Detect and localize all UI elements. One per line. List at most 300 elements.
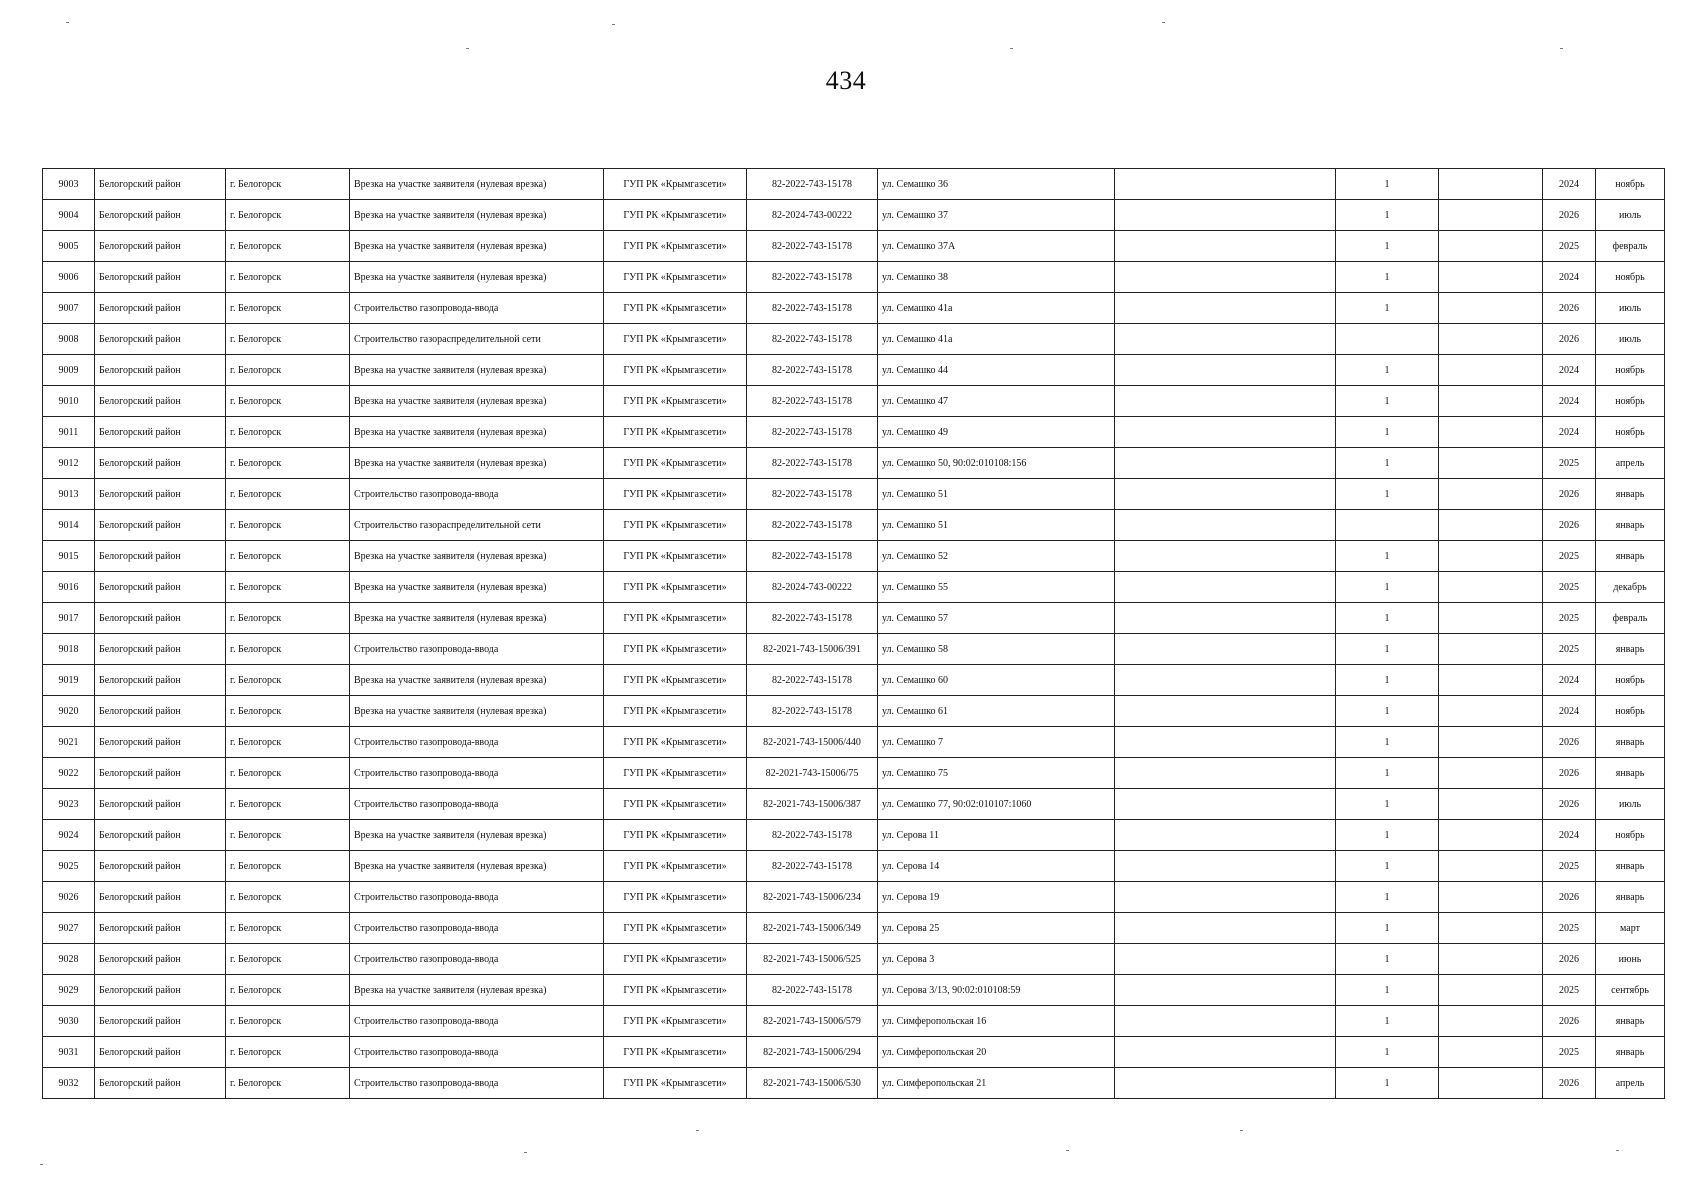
cell-month: ноябрь bbox=[1596, 665, 1665, 696]
scan-dot bbox=[1066, 1150, 1069, 1151]
cell-district: Белогорский район bbox=[95, 696, 226, 727]
cell-district: Белогорский район bbox=[95, 169, 226, 200]
cell-number: 9007 bbox=[43, 293, 95, 324]
cell-empty bbox=[1439, 882, 1543, 913]
cell-empty bbox=[1115, 944, 1336, 975]
cell-organization: ГУП РК «Крымгазсети» bbox=[604, 1068, 747, 1099]
cell-district: Белогорский район bbox=[95, 510, 226, 541]
cell-year: 2024 bbox=[1543, 262, 1596, 293]
cell-empty bbox=[1115, 231, 1336, 262]
cell-empty bbox=[1115, 975, 1336, 1006]
cell-month: апрель bbox=[1596, 448, 1665, 479]
cell-month: январь bbox=[1596, 634, 1665, 665]
cell-work-type: Строительство газопровода-ввода bbox=[350, 789, 604, 820]
table-row bbox=[43, 1006, 1665, 1037]
scan-dot bbox=[1010, 48, 1013, 49]
cell-year: 2025 bbox=[1543, 851, 1596, 882]
cell-year: 2025 bbox=[1543, 572, 1596, 603]
cell-empty bbox=[1115, 1068, 1336, 1099]
cell-quantity: 1 bbox=[1336, 355, 1439, 386]
cell-city: г. Белогорск bbox=[226, 882, 350, 913]
cell-address: ул. Семашко 47 bbox=[878, 386, 1115, 417]
cell-organization: ГУП РК «Крымгазсети» bbox=[604, 169, 747, 200]
cell-organization: ГУП РК «Крымгазсети» bbox=[604, 479, 747, 510]
cell-code: 82-2022-743-15178 bbox=[747, 262, 878, 293]
cell-address: ул. Симферопольская 20 bbox=[878, 1037, 1115, 1068]
cell-district: Белогорский район bbox=[95, 386, 226, 417]
cell-year: 2026 bbox=[1543, 944, 1596, 975]
cell-organization: ГУП РК «Крымгазсети» bbox=[604, 913, 747, 944]
cell-month: декабрь bbox=[1596, 572, 1665, 603]
cell-empty bbox=[1439, 913, 1543, 944]
cell-number: 9014 bbox=[43, 510, 95, 541]
cell-city: г. Белогорск bbox=[226, 479, 350, 510]
cell-work-type: Врезка на участке заявителя (нулевая врезка) bbox=[350, 696, 604, 727]
cell-district: Белогорский район bbox=[95, 851, 226, 882]
cell-year: 2025 bbox=[1543, 541, 1596, 572]
cell-address: ул. Серова 11 bbox=[878, 820, 1115, 851]
cell-district: Белогорский район bbox=[95, 634, 226, 665]
cell-empty bbox=[1115, 913, 1336, 944]
cell-address: ул. Семашко 36 bbox=[878, 169, 1115, 200]
cell-empty bbox=[1115, 417, 1336, 448]
cell-district: Белогорский район bbox=[95, 448, 226, 479]
cell-city: г. Белогорск bbox=[226, 510, 350, 541]
cell-number: 9020 bbox=[43, 696, 95, 727]
cell-month: январь bbox=[1596, 479, 1665, 510]
cell-address: ул. Семашко 52 bbox=[878, 541, 1115, 572]
cell-organization: ГУП РК «Крымгазсети» bbox=[604, 1006, 747, 1037]
table-row bbox=[43, 944, 1665, 975]
cell-month: ноябрь bbox=[1596, 355, 1665, 386]
cell-empty bbox=[1439, 1068, 1543, 1099]
cell-address: ул. Семашко 58 bbox=[878, 634, 1115, 665]
cell-address: ул. Симферопольская 16 bbox=[878, 1006, 1115, 1037]
cell-empty bbox=[1439, 386, 1543, 417]
cell-city: г. Белогорск bbox=[226, 603, 350, 634]
cell-quantity bbox=[1336, 324, 1439, 355]
cell-year: 2025 bbox=[1543, 634, 1596, 665]
cell-work-type: Строительство газопровода-ввода bbox=[350, 479, 604, 510]
cell-work-type: Строительство газопровода-ввода bbox=[350, 758, 604, 789]
cell-organization: ГУП РК «Крымгазсети» bbox=[604, 851, 747, 882]
cell-organization: ГУП РК «Крымгазсети» bbox=[604, 975, 747, 1006]
cell-month: июль bbox=[1596, 324, 1665, 355]
table-row bbox=[43, 510, 1665, 541]
cell-work-type: Врезка на участке заявителя (нулевая врезка) bbox=[350, 262, 604, 293]
cell-quantity: 1 bbox=[1336, 851, 1439, 882]
cell-work-type: Врезка на участке заявителя (нулевая врезка) bbox=[350, 851, 604, 882]
cell-district: Белогорский район bbox=[95, 882, 226, 913]
cell-empty bbox=[1115, 1037, 1336, 1068]
cell-number: 9004 bbox=[43, 200, 95, 231]
cell-address: ул. Семашко 41а bbox=[878, 293, 1115, 324]
cell-district: Белогорский район bbox=[95, 293, 226, 324]
registry-body bbox=[43, 169, 1665, 1099]
cell-number: 9012 bbox=[43, 448, 95, 479]
cell-work-type: Строительство газопровода-ввода bbox=[350, 1068, 604, 1099]
cell-district: Белогорский район bbox=[95, 200, 226, 231]
cell-organization: ГУП РК «Крымгазсети» bbox=[604, 200, 747, 231]
table-row bbox=[43, 541, 1665, 572]
cell-code: 82-2024-743-00222 bbox=[747, 572, 878, 603]
cell-work-type: Врезка на участке заявителя (нулевая врезка) bbox=[350, 417, 604, 448]
cell-city: г. Белогорск bbox=[226, 541, 350, 572]
cell-city: г. Белогорск bbox=[226, 386, 350, 417]
cell-year: 2024 bbox=[1543, 665, 1596, 696]
cell-address: ул. Серова 25 bbox=[878, 913, 1115, 944]
cell-quantity: 1 bbox=[1336, 727, 1439, 758]
cell-organization: ГУП РК «Крымгазсети» bbox=[604, 758, 747, 789]
cell-year: 2024 bbox=[1543, 417, 1596, 448]
cell-empty bbox=[1439, 541, 1543, 572]
cell-organization: ГУП РК «Крымгазсети» bbox=[604, 510, 747, 541]
cell-organization: ГУП РК «Крымгазсети» bbox=[604, 262, 747, 293]
scan-dot bbox=[524, 1152, 527, 1153]
cell-quantity: 1 bbox=[1336, 975, 1439, 1006]
cell-number: 9017 bbox=[43, 603, 95, 634]
cell-empty bbox=[1439, 975, 1543, 1006]
cell-code: 82-2022-743-15178 bbox=[747, 479, 878, 510]
table-row bbox=[43, 169, 1665, 200]
cell-month: январь bbox=[1596, 851, 1665, 882]
cell-month: март bbox=[1596, 913, 1665, 944]
cell-organization: ГУП РК «Крымгазсети» bbox=[604, 386, 747, 417]
cell-district: Белогорский район bbox=[95, 262, 226, 293]
cell-organization: ГУП РК «Крымгазсети» bbox=[604, 665, 747, 696]
cell-code: 82-2022-743-15178 bbox=[747, 355, 878, 386]
cell-quantity bbox=[1336, 510, 1439, 541]
cell-organization: ГУП РК «Крымгазсети» bbox=[604, 634, 747, 665]
cell-code: 82-2022-743-15178 bbox=[747, 603, 878, 634]
table-row bbox=[43, 758, 1665, 789]
cell-empty bbox=[1115, 572, 1336, 603]
cell-empty bbox=[1115, 634, 1336, 665]
table-row bbox=[43, 417, 1665, 448]
cell-month: февраль bbox=[1596, 603, 1665, 634]
cell-number: 9008 bbox=[43, 324, 95, 355]
cell-address: ул. Семашко 41а bbox=[878, 324, 1115, 355]
scan-dot bbox=[612, 24, 615, 25]
cell-code: 82-2024-743-00222 bbox=[747, 200, 878, 231]
cell-organization: ГУП РК «Крымгазсети» bbox=[604, 882, 747, 913]
cell-address: ул. Семашко 44 bbox=[878, 355, 1115, 386]
cell-month: июль bbox=[1596, 293, 1665, 324]
cell-quantity: 1 bbox=[1336, 293, 1439, 324]
cell-year: 2024 bbox=[1543, 696, 1596, 727]
cell-district: Белогорский район bbox=[95, 758, 226, 789]
cell-year: 2026 bbox=[1543, 324, 1596, 355]
cell-city: г. Белогорск bbox=[226, 975, 350, 1006]
table-row bbox=[43, 851, 1665, 882]
cell-quantity: 1 bbox=[1336, 262, 1439, 293]
cell-district: Белогорский район bbox=[95, 1037, 226, 1068]
cell-number: 9005 bbox=[43, 231, 95, 262]
cell-year: 2026 bbox=[1543, 1068, 1596, 1099]
cell-year: 2024 bbox=[1543, 386, 1596, 417]
cell-code: 82-2021-743-15006/579 bbox=[747, 1006, 878, 1037]
table-row bbox=[43, 603, 1665, 634]
cell-empty bbox=[1115, 510, 1336, 541]
table-row bbox=[43, 882, 1665, 913]
cell-address: ул. Семашко 50, 90:02:010108:156 bbox=[878, 448, 1115, 479]
cell-work-type: Врезка на участке заявителя (нулевая врезка) bbox=[350, 200, 604, 231]
cell-code: 82-2022-743-15178 bbox=[747, 324, 878, 355]
cell-organization: ГУП РК «Крымгазсети» bbox=[604, 820, 747, 851]
cell-city: г. Белогорск bbox=[226, 448, 350, 479]
cell-city: г. Белогорск bbox=[226, 1006, 350, 1037]
cell-work-type: Строительство газораспределительной сети bbox=[350, 510, 604, 541]
cell-organization: ГУП РК «Крымгазсети» bbox=[604, 944, 747, 975]
cell-year: 2025 bbox=[1543, 1037, 1596, 1068]
cell-quantity: 1 bbox=[1336, 944, 1439, 975]
cell-city: г. Белогорск bbox=[226, 231, 350, 262]
cell-year: 2024 bbox=[1543, 169, 1596, 200]
cell-month: июнь bbox=[1596, 944, 1665, 975]
cell-code: 82-2021-743-15006/391 bbox=[747, 634, 878, 665]
cell-month: январь bbox=[1596, 1037, 1665, 1068]
cell-year: 2025 bbox=[1543, 231, 1596, 262]
cell-city: г. Белогорск bbox=[226, 1037, 350, 1068]
cell-work-type: Врезка на участке заявителя (нулевая врезка) bbox=[350, 603, 604, 634]
cell-empty bbox=[1439, 479, 1543, 510]
cell-quantity: 1 bbox=[1336, 448, 1439, 479]
table-row bbox=[43, 727, 1665, 758]
cell-month: январь bbox=[1596, 541, 1665, 572]
cell-city: г. Белогорск bbox=[226, 200, 350, 231]
cell-quantity: 1 bbox=[1336, 169, 1439, 200]
cell-empty bbox=[1115, 882, 1336, 913]
cell-quantity: 1 bbox=[1336, 572, 1439, 603]
cell-address: ул. Семашко 51 bbox=[878, 479, 1115, 510]
cell-district: Белогорский район bbox=[95, 355, 226, 386]
table-row bbox=[43, 1037, 1665, 1068]
cell-year: 2025 bbox=[1543, 603, 1596, 634]
cell-empty bbox=[1439, 789, 1543, 820]
table-row bbox=[43, 448, 1665, 479]
cell-empty bbox=[1439, 665, 1543, 696]
cell-organization: ГУП РК «Крымгазсети» bbox=[604, 696, 747, 727]
cell-empty bbox=[1115, 479, 1336, 510]
cell-address: ул. Семашко 38 bbox=[878, 262, 1115, 293]
cell-quantity: 1 bbox=[1336, 541, 1439, 572]
cell-district: Белогорский район bbox=[95, 789, 226, 820]
cell-number: 9009 bbox=[43, 355, 95, 386]
cell-address: ул. Симферопольская 21 bbox=[878, 1068, 1115, 1099]
cell-empty bbox=[1439, 820, 1543, 851]
cell-work-type: Врезка на участке заявителя (нулевая врезка) bbox=[350, 386, 604, 417]
cell-work-type: Врезка на участке заявителя (нулевая врезка) bbox=[350, 169, 604, 200]
cell-code: 82-2022-743-15178 bbox=[747, 448, 878, 479]
cell-code: 82-2021-743-15006/294 bbox=[747, 1037, 878, 1068]
cell-year: 2026 bbox=[1543, 882, 1596, 913]
cell-quantity: 1 bbox=[1336, 882, 1439, 913]
cell-empty bbox=[1115, 665, 1336, 696]
cell-district: Белогорский район bbox=[95, 1006, 226, 1037]
cell-district: Белогорский район bbox=[95, 417, 226, 448]
cell-year: 2026 bbox=[1543, 758, 1596, 789]
cell-organization: ГУП РК «Крымгазсети» bbox=[604, 324, 747, 355]
cell-empty bbox=[1115, 200, 1336, 231]
cell-city: г. Белогорск bbox=[226, 944, 350, 975]
cell-month: июль bbox=[1596, 200, 1665, 231]
cell-number: 9003 bbox=[43, 169, 95, 200]
cell-city: г. Белогорск bbox=[226, 355, 350, 386]
cell-district: Белогорский район bbox=[95, 944, 226, 975]
cell-month: февраль bbox=[1596, 231, 1665, 262]
cell-empty bbox=[1115, 789, 1336, 820]
scan-dot bbox=[1616, 1150, 1619, 1151]
table-row bbox=[43, 789, 1665, 820]
cell-city: г. Белогорск bbox=[226, 417, 350, 448]
cell-work-type: Строительство газопровода-ввода bbox=[350, 882, 604, 913]
cell-empty bbox=[1439, 169, 1543, 200]
cell-quantity: 1 bbox=[1336, 1037, 1439, 1068]
cell-district: Белогорский район bbox=[95, 975, 226, 1006]
cell-quantity: 1 bbox=[1336, 758, 1439, 789]
cell-work-type: Строительство газопровода-ввода bbox=[350, 944, 604, 975]
cell-year: 2026 bbox=[1543, 479, 1596, 510]
cell-address: ул. Семашко 61 bbox=[878, 696, 1115, 727]
cell-empty bbox=[1115, 820, 1336, 851]
cell-quantity: 1 bbox=[1336, 1068, 1439, 1099]
cell-empty bbox=[1115, 448, 1336, 479]
cell-quantity: 1 bbox=[1336, 386, 1439, 417]
cell-code: 82-2021-743-15006/525 bbox=[747, 944, 878, 975]
cell-code: 82-2021-743-15006/75 bbox=[747, 758, 878, 789]
cell-number: 9018 bbox=[43, 634, 95, 665]
table-row bbox=[43, 820, 1665, 851]
cell-city: г. Белогорск bbox=[226, 262, 350, 293]
cell-year: 2025 bbox=[1543, 975, 1596, 1006]
page-number: 434 bbox=[825, 66, 867, 95]
table-row bbox=[43, 696, 1665, 727]
cell-code: 82-2022-743-15178 bbox=[747, 417, 878, 448]
cell-city: г. Белогорск bbox=[226, 789, 350, 820]
cell-quantity: 1 bbox=[1336, 231, 1439, 262]
cell-city: г. Белогорск bbox=[226, 572, 350, 603]
cell-city: г. Белогорск bbox=[226, 169, 350, 200]
cell-code: 82-2022-743-15178 bbox=[747, 975, 878, 1006]
cell-address: ул. Семашко 55 bbox=[878, 572, 1115, 603]
cell-address: ул. Семашко 49 bbox=[878, 417, 1115, 448]
cell-district: Белогорский район bbox=[95, 727, 226, 758]
cell-city: г. Белогорск bbox=[226, 634, 350, 665]
cell-empty bbox=[1439, 603, 1543, 634]
table-row bbox=[43, 572, 1665, 603]
cell-number: 9019 bbox=[43, 665, 95, 696]
cell-empty bbox=[1115, 696, 1336, 727]
cell-number: 9022 bbox=[43, 758, 95, 789]
cell-month: январь bbox=[1596, 758, 1665, 789]
cell-quantity: 1 bbox=[1336, 665, 1439, 696]
cell-month: сентябрь bbox=[1596, 975, 1665, 1006]
cell-year: 2026 bbox=[1543, 1006, 1596, 1037]
cell-city: г. Белогорск bbox=[226, 324, 350, 355]
cell-quantity: 1 bbox=[1336, 200, 1439, 231]
cell-quantity: 1 bbox=[1336, 789, 1439, 820]
cell-empty bbox=[1439, 727, 1543, 758]
table-row bbox=[43, 355, 1665, 386]
cell-year: 2025 bbox=[1543, 913, 1596, 944]
cell-organization: ГУП РК «Крымгазсети» bbox=[604, 417, 747, 448]
cell-district: Белогорский район bbox=[95, 820, 226, 851]
cell-work-type: Врезка на участке заявителя (нулевая врезка) bbox=[350, 820, 604, 851]
cell-city: г. Белогорск bbox=[226, 727, 350, 758]
table-row bbox=[43, 293, 1665, 324]
cell-empty bbox=[1439, 262, 1543, 293]
cell-empty bbox=[1439, 417, 1543, 448]
table-row bbox=[43, 665, 1665, 696]
cell-code: 82-2022-743-15178 bbox=[747, 696, 878, 727]
cell-empty bbox=[1439, 324, 1543, 355]
cell-code: 82-2022-743-15178 bbox=[747, 510, 878, 541]
cell-month: июль bbox=[1596, 789, 1665, 820]
cell-empty bbox=[1115, 541, 1336, 572]
cell-empty bbox=[1115, 262, 1336, 293]
cell-work-type: Строительство газопровода-ввода bbox=[350, 1037, 604, 1068]
cell-city: г. Белогорск bbox=[226, 1068, 350, 1099]
cell-district: Белогорский район bbox=[95, 913, 226, 944]
cell-month: апрель bbox=[1596, 1068, 1665, 1099]
cell-city: г. Белогорск bbox=[226, 293, 350, 324]
cell-district: Белогорский район bbox=[95, 665, 226, 696]
cell-city: г. Белогорск bbox=[226, 758, 350, 789]
table-row bbox=[43, 231, 1665, 262]
cell-work-type: Врезка на участке заявителя (нулевая врезка) bbox=[350, 665, 604, 696]
cell-district: Белогорский район bbox=[95, 324, 226, 355]
cell-empty bbox=[1439, 1037, 1543, 1068]
cell-work-type: Врезка на участке заявителя (нулевая врезка) bbox=[350, 541, 604, 572]
cell-work-type: Строительство газопровода-ввода bbox=[350, 634, 604, 665]
cell-number: 9016 bbox=[43, 572, 95, 603]
cell-work-type: Врезка на участке заявителя (нулевая врезка) bbox=[350, 975, 604, 1006]
cell-code: 82-2022-743-15178 bbox=[747, 293, 878, 324]
cell-work-type: Врезка на участке заявителя (нулевая врезка) bbox=[350, 572, 604, 603]
cell-quantity: 1 bbox=[1336, 913, 1439, 944]
cell-empty bbox=[1439, 293, 1543, 324]
cell-empty bbox=[1115, 1006, 1336, 1037]
cell-work-type: Строительство газораспределительной сети bbox=[350, 324, 604, 355]
cell-empty bbox=[1115, 851, 1336, 882]
scan-dot bbox=[1240, 1130, 1243, 1131]
cell-code: 82-2022-743-15178 bbox=[747, 820, 878, 851]
cell-address: ул. Семашко 37 bbox=[878, 200, 1115, 231]
cell-code: 82-2021-743-15006/349 bbox=[747, 913, 878, 944]
cell-month: ноябрь bbox=[1596, 417, 1665, 448]
cell-work-type: Врезка на участке заявителя (нулевая врезка) bbox=[350, 231, 604, 262]
cell-year: 2026 bbox=[1543, 510, 1596, 541]
cell-empty bbox=[1439, 851, 1543, 882]
cell-work-type: Строительство газопровода-ввода bbox=[350, 913, 604, 944]
scan-dot bbox=[696, 1130, 699, 1131]
table-row bbox=[43, 479, 1665, 510]
cell-number: 9032 bbox=[43, 1068, 95, 1099]
cell-empty bbox=[1439, 200, 1543, 231]
cell-empty bbox=[1439, 510, 1543, 541]
cell-code: 82-2022-743-15178 bbox=[747, 541, 878, 572]
cell-number: 9029 bbox=[43, 975, 95, 1006]
cell-empty bbox=[1439, 758, 1543, 789]
cell-year: 2026 bbox=[1543, 789, 1596, 820]
cell-month: январь bbox=[1596, 882, 1665, 913]
cell-code: 82-2022-743-15178 bbox=[747, 231, 878, 262]
cell-number: 9023 bbox=[43, 789, 95, 820]
cell-city: г. Белогорск bbox=[226, 696, 350, 727]
cell-address: ул. Серова 19 bbox=[878, 882, 1115, 913]
cell-district: Белогорский район bbox=[95, 479, 226, 510]
cell-organization: ГУП РК «Крымгазсети» bbox=[604, 231, 747, 262]
